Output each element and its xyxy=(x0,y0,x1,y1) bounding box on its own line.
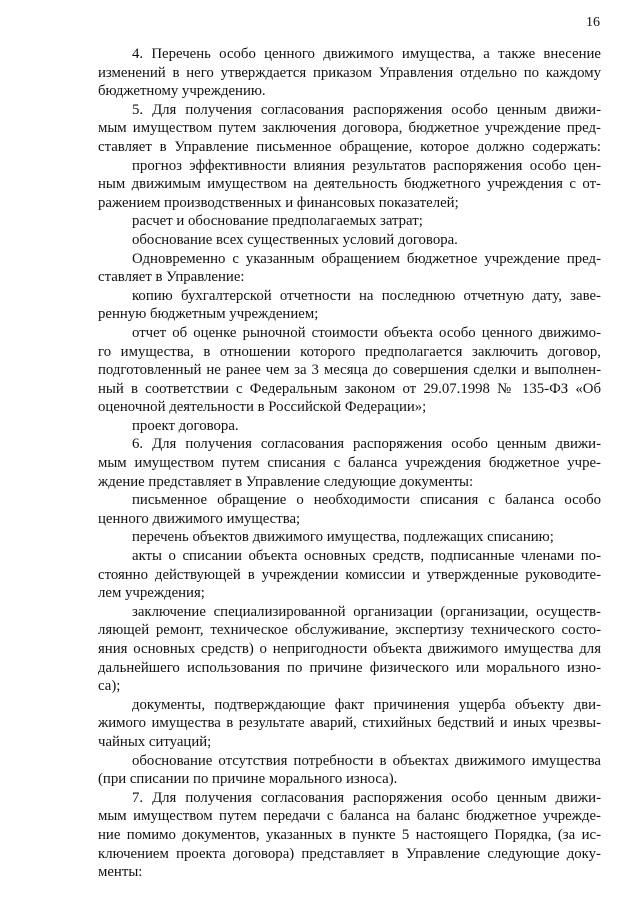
text-line: ставляет в Управление: xyxy=(98,269,245,286)
text-line: са); xyxy=(98,678,121,695)
text-line: ный в соответствии с Федеральным законом от 29.07.1998 № 135-ФЗ «Об xyxy=(98,380,601,397)
text-line: перечень объектов движимого имущества, подлежащих списанию; xyxy=(132,529,554,546)
text-line: расчет и обоснование предполагаемых затрат; xyxy=(132,213,423,230)
text-line: подготовленный не ранее чем за 3 месяца до совершения сделки и выполнен- xyxy=(98,362,601,379)
text-line: дальнейшего использования по причине физического или морального изно- xyxy=(98,659,601,676)
text-line: документы, подтверждающие факт причинения ущерба объекту дви- xyxy=(132,696,601,713)
text-line: ключением проекта договора) представляет в Управление следующие доку- xyxy=(98,845,601,862)
text-line: менты: xyxy=(98,864,143,881)
text-line: оценочной деятельности в Российской Федерации»; xyxy=(98,399,427,416)
page-number: 16 xyxy=(586,15,600,30)
text-line: ставляет в Управление письменное обращение, которое должно содержать: xyxy=(98,138,601,155)
text-line: письменное обращение о необходимости списания с баланса особо xyxy=(132,492,601,509)
text-line: мым имуществом путем заключения договора, бюджетное учреждение пред- xyxy=(98,120,601,137)
text-line: прогноз эффективности влияния результатов распоряжения особо цен- xyxy=(132,157,601,174)
text-line: 7. Для получения согласования распоряжения особо ценным движи- xyxy=(132,789,601,806)
text-line: ренную бюджетным учреждением; xyxy=(98,306,319,323)
text-line: бюджетному учреждению. xyxy=(98,83,266,100)
text-line: 4. Перечень особо ценного движимого имущества, а также внесение xyxy=(132,46,601,62)
text-line: мым имуществом путем списания с баланса учреждения бюджетное учре- xyxy=(98,455,601,472)
text-line: (при списании по причине морального износа). xyxy=(98,771,398,788)
text-line: Одновременно с указанным обращением бюджетное учреждение пред- xyxy=(132,250,601,267)
text-line: обоснование всех существенных условий договора. xyxy=(132,231,458,248)
text-line: ражением производственных и финансовых показателей; xyxy=(98,194,459,211)
text-line: проект договора. xyxy=(132,417,239,434)
text-line: 6. Для получения согласования распоряжения особо ценным движи- xyxy=(132,436,601,453)
text-line: изменений в него утверждается приказом Управления отдельно по каждому xyxy=(98,64,601,81)
text-line: ждение представляет в Управление следующие документы: xyxy=(98,473,474,490)
text-line: ляющей ремонт, техническое обслуживание, экспертизу технического состо- xyxy=(98,622,601,639)
text-line: чайных ситуаций; xyxy=(98,733,212,750)
text-line: 5. Для получения согласования распоряжения особо ценным движи- xyxy=(132,101,601,118)
text-line: акты о списании объекта основных средств, подписанные членами по- xyxy=(132,548,601,565)
text-line: стоянно действующей в учреждении комиссии и утвержденные руководите- xyxy=(98,566,601,583)
text-line: жимого имущества в результате аварий, стихийных бедствий и иных чрезвы- xyxy=(98,715,601,732)
text-line: лем учреждения; xyxy=(98,585,205,602)
text-line: мым имуществом путем передачи с баланса на баланс бюджетное учрежде- xyxy=(98,808,601,825)
text-line: обоснование отсутствия потребности в объектах движимого имущества xyxy=(132,752,601,769)
text-line: отчет об оценке рыночной стоимости объекта особо ценного движимо- xyxy=(132,324,601,341)
text-line: ние помимо документов, указанных в пункте 5 настоящего Порядка, (за ис- xyxy=(98,826,601,843)
text-line: го имущества, в отношении которого предполагается заключить договор, xyxy=(98,343,601,360)
text-line: яния основных средств) о непригодности объекта движимого имущества для xyxy=(98,641,601,657)
document-body xyxy=(98,45,601,882)
text-line: копию бухгалтерской отчетности на последнюю отчетную дату, заве- xyxy=(132,287,601,304)
text-line: ным движимым имуществом на деятельность бюджетного учреждения с от- xyxy=(98,176,601,193)
text-line: заключение специализированной организации (организации, осуществ- xyxy=(132,603,601,620)
text-line: ценного движимого имущества; xyxy=(98,510,301,527)
